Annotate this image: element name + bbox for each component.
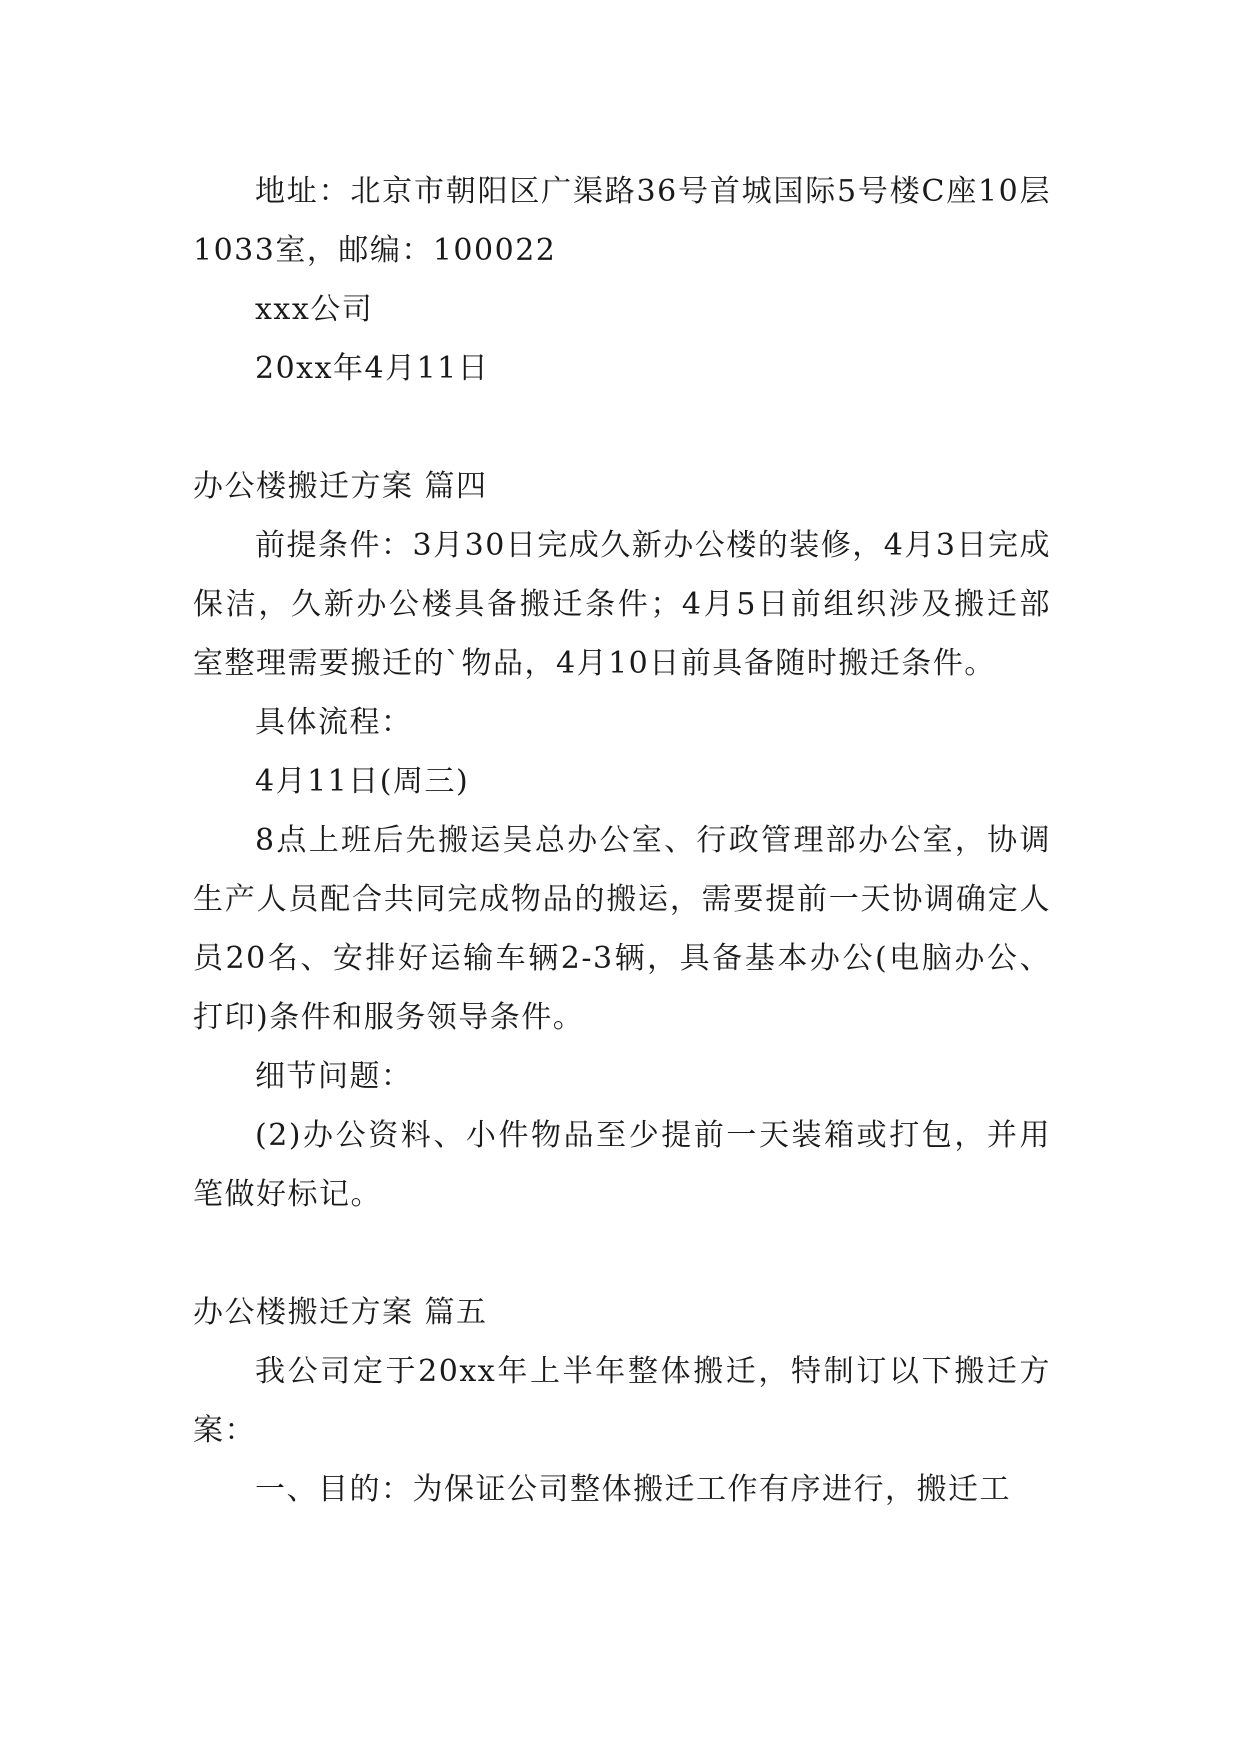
- process-date: 4月11日(周三): [255, 764, 470, 799]
- detail-item-2: (2)办公资料、小件物品至少提前一天装箱或打包，并用笔做好标记。: [193, 1118, 1051, 1212]
- company-name: xxx公司: [255, 292, 374, 327]
- process-label: 具体流程：: [255, 705, 413, 740]
- section-title-5: 办公楼搬迁方案 篇五: [193, 1295, 488, 1330]
- date-line: 20xx年4月11日: [255, 351, 490, 386]
- section-title-4: 办公楼搬迁方案 篇四: [193, 469, 488, 504]
- precondition-paragraph: 前提条件：3月30日完成久新办公楼的装修，4月3日完成保洁，久新办公楼具备搬迁条件；4月5日前组织涉及搬迁部室整理需要搬迁的`物品，4月10日前具备随时搬迁条件。: [193, 528, 1051, 681]
- purpose-paragraph: 一、目的：为保证公司整体搬迁工作有序进行，搬迁工: [255, 1472, 1011, 1507]
- details-label: 细节问题：: [255, 1059, 413, 1094]
- process-detail-paragraph: 8点上班后先搬运吴总办公室、行政管理部办公室，协调生产人员配合共同完成物品的搬运，需要提前一天协调确定人员20名、安排好运输车辆2-3辆，具备基本办公(电脑办公、打印)条件和服务领导条件。: [193, 823, 1051, 1035]
- document-body: [193, 162, 1051, 1519]
- address-paragraph: 地址：北京市朝阳区广渠路36号首城国际5号楼C座10层1033室，邮编：100022: [193, 174, 1051, 268]
- intro-paragraph: 我公司定于20xx年上半年整体搬迁，特制订以下搬迁方案：: [193, 1354, 1051, 1448]
